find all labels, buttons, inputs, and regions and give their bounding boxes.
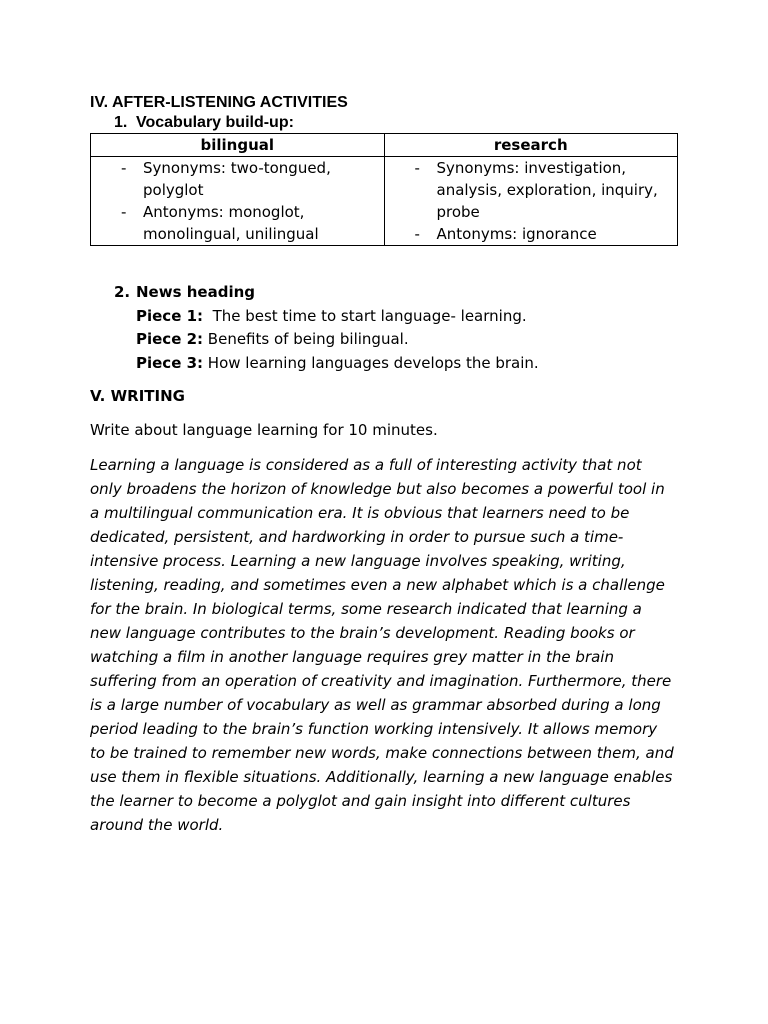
news-piece-1 bbox=[136, 305, 678, 329]
vocab-cell-bilingual bbox=[91, 157, 385, 246]
list-item bbox=[121, 201, 384, 245]
vocab-title: Vocabulary build-up: bbox=[136, 114, 294, 131]
list-item-text: Antonyms: ignorance bbox=[436, 225, 597, 243]
essay-paragraph: Learning a language is considered as a full of interesting activity that not only broadens the horizon of knowledge but also becomes a powerful tool in a multilingual communication era. It is obvious that learners need to be dedicated, persistent, and hardworking in order to pursue such a time-intensive process. Learning a new language involves speaking, writing, listening, reading, and sometimes even a new alphabet which is a challenge for the brain. In biological terms, some research indicated that learning a new language contributes to the brain’s development. Reading books or watching a film in another language requires grey matter in the brain suffering from an operation of creativity and imagination. Furthermore, there is a large number of vocabulary as well as grammar absorbed during a long period leading to the brain’s function working intensively. It allows memory to be trained to remember new words, make connections between them, and use them in flexible situations. Additionally, learning a new language enables the learner to become a polyglot and gain insight into different cultures around the world. bbox=[90, 456, 674, 834]
list-item bbox=[415, 223, 678, 245]
list-item bbox=[121, 157, 384, 201]
vocab-number: 1. bbox=[114, 114, 128, 131]
vocab-cell-research bbox=[384, 157, 678, 246]
piece-text: Benefits of being bilingual. bbox=[203, 330, 409, 348]
vocab-list-bilingual bbox=[91, 157, 384, 245]
bullet-dash: - bbox=[121, 159, 127, 177]
news-subheading bbox=[114, 281, 678, 305]
news-number: 2. bbox=[114, 283, 131, 301]
section-v-heading: V. WRITING bbox=[90, 387, 185, 405]
vocab-column-header-research: research bbox=[384, 134, 678, 157]
bullet-dash: - bbox=[121, 203, 127, 221]
piece-text: The best time to start language- learning. bbox=[203, 306, 527, 325]
list-item-text: Synonyms: two-tongued, polyglot bbox=[143, 159, 331, 199]
piece-label: Piece 2: bbox=[136, 330, 204, 348]
writing-prompt: Write about language learning for 10 minutes. bbox=[90, 421, 438, 439]
vocab-table bbox=[90, 133, 678, 246]
vocab-list-research bbox=[385, 157, 678, 245]
news-heading-section bbox=[90, 281, 678, 375]
piece-label: Piece 1: bbox=[136, 306, 204, 325]
list-item-text: Synonyms: investigation, analysis, exploration, inquiry, probe bbox=[436, 159, 658, 221]
section-iv-heading: IV. AFTER-LISTENING ACTIVITIES bbox=[90, 94, 348, 111]
piece-text: How learning languages develops the brain. bbox=[203, 353, 539, 372]
list-item bbox=[415, 157, 678, 223]
vocab-subheading bbox=[114, 113, 678, 133]
bullet-dash: - bbox=[414, 225, 420, 243]
news-title: News heading bbox=[136, 283, 256, 301]
bullet-dash: - bbox=[414, 159, 420, 177]
list-item-text: Antonyms: monoglot, monolingual, unilingual bbox=[143, 203, 319, 243]
news-piece-2 bbox=[136, 328, 678, 352]
news-piece-3 bbox=[136, 352, 678, 376]
piece-label: Piece 3: bbox=[136, 353, 204, 372]
document-page bbox=[90, 93, 678, 837]
vocab-column-header-bilingual: bilingual bbox=[91, 134, 385, 157]
